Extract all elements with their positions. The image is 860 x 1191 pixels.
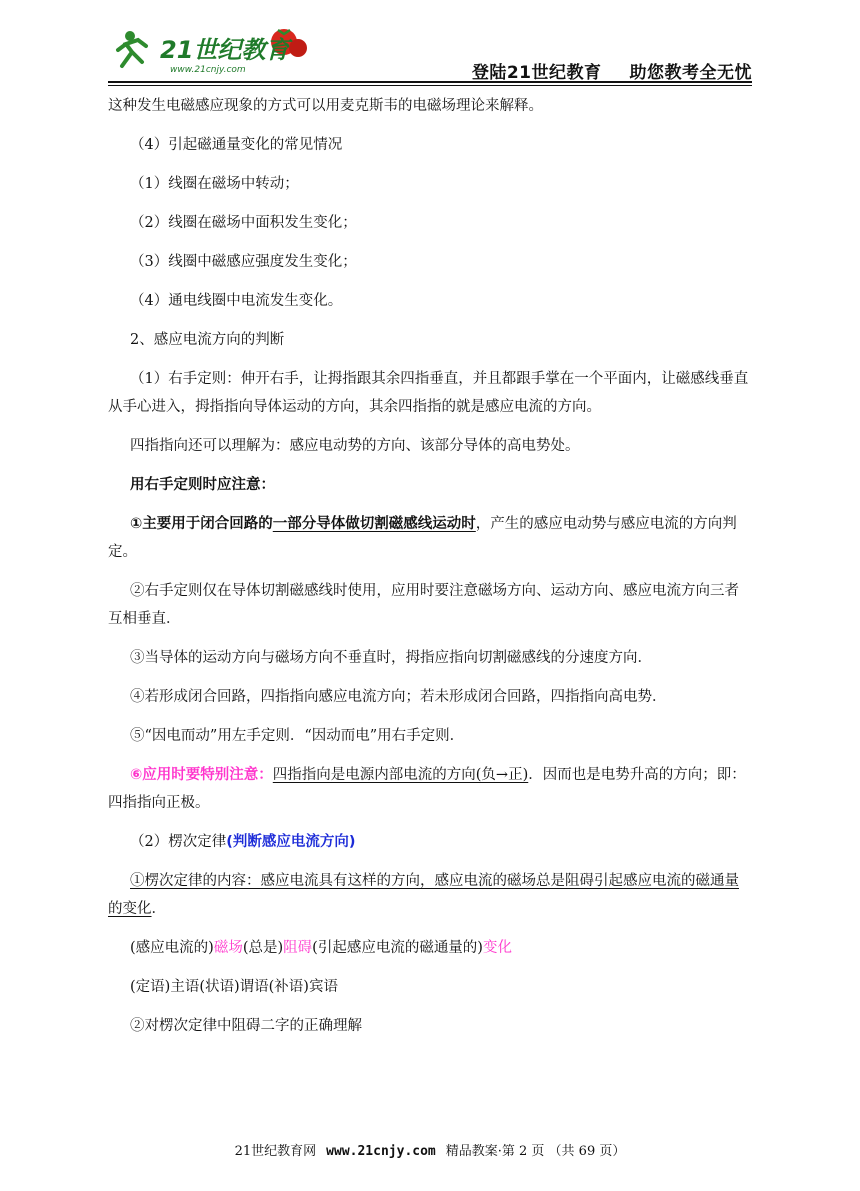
body-line: 四指指向还可以理解为：感应电动势的方向、该部分导体的高电势处。 (130, 438, 580, 454)
header-rule (108, 81, 752, 83)
note-heading: 用右手定则时应注意： (130, 477, 275, 493)
note-item-3: ③当导体的运动方向与磁场方向不垂直时，拇指应指向切割磁感线的分速度方向． (130, 650, 652, 666)
footer-left: 21世纪教育网 (234, 1144, 317, 1159)
footer-page-info: 精品教案·第 2 页 （共 69 页） (445, 1144, 626, 1159)
note-rest: ，产生的感应电动势与感应电流的方向判定。 (108, 516, 737, 560)
site-logo (112, 22, 312, 80)
runner-icon (118, 31, 146, 66)
lenz-label: ①楞次定律的内容： (130, 873, 261, 889)
note-item-6 (108, 761, 753, 817)
page-body (108, 92, 753, 1040)
header-slogan (472, 58, 752, 83)
header-login-text: 登陆21世纪教育 (471, 63, 602, 83)
lenz-law-heading (108, 828, 753, 856)
lenz-title: （2）楞次定律 (130, 834, 227, 850)
body-line: 这种发生电磁感应现象的方式可以用麦克斯韦的电磁场理论来解释。 (108, 98, 543, 114)
note-item-2: ②右手定则仅在导体切割磁感线时使用，应用时要注意磁场方向、运动方向、感应电流方向三者互相垂直． (108, 583, 739, 627)
note-item-4: ④若形成闭合回路，四指指向感应电流方向；若未形成闭合回路，四指指向高电势． (130, 689, 667, 705)
list-item: （4）通电线圈中电流发生变化。 (130, 293, 343, 309)
note-emphasis: ⑥应用时要特别注意： (130, 767, 273, 783)
note-item-5: ⑤“因电而动”用左手定则．“因动而电”用右手定则． (130, 728, 465, 744)
section-heading: 2、感应电流方向的判断 (130, 332, 285, 348)
parse-complement: (引起感应电流的磁通量的) (312, 940, 483, 956)
page-footer (0, 1140, 860, 1159)
right-hand-rule-paragraph: （1）右手定则：伸开右手，让拇指跟其余四指垂直，并且都跟手掌在一个平面内，让磁感线垂直从手心进入，拇指指向导体运动的方向，其余四指指的就是感应电流的方向。 (108, 371, 749, 415)
note-underlined: 一部分导体做切割磁感线运动时 (272, 516, 476, 532)
logo-url: www.21cnjy.com (170, 65, 246, 75)
grammar-line: (定语)主语(状语)谓语(补语)宾语 (130, 979, 338, 995)
note-lead: ①主要用于闭合回路的 (130, 516, 273, 532)
list-item: （2）线圈在磁场中面积发生变化； (130, 215, 357, 231)
logo-text: 21世纪教育 (160, 36, 290, 64)
footer-site: www.21cnjy.com (326, 1144, 436, 1159)
note-item-1 (108, 510, 753, 566)
lenz-period: ． (151, 901, 166, 917)
parse-predicate: 阻碍 (283, 940, 313, 956)
lenz-statement: 感应电流具有这样的方向，感应电流的磁场总是阻碍引起感应电流的磁通量的变化 (108, 873, 739, 917)
parse-subject: 磁场 (213, 940, 243, 956)
header-rule-thin (108, 85, 752, 86)
list-item: （1）线圈在磁场中转动； (130, 176, 299, 192)
lenz-subtitle: (判断感应电流方向) (226, 834, 356, 850)
parse-object: 变化 (482, 940, 512, 956)
lenz-law-content (108, 867, 753, 923)
parse-modifier: (感应电流的) (130, 940, 214, 956)
heading-flux-change: （4）引起磁通量变化的常见情况 (130, 137, 343, 153)
note-rest: ．因而也是电势升高的方向；即：四指指向正极。 (108, 767, 746, 811)
note-underlined: 四指指向是电源内部电流的方向(负→正) (272, 767, 529, 783)
parse-adverbial: (总是) (242, 940, 284, 956)
header-tagline: 助您教考全无忧 (629, 63, 752, 83)
list-item: （3）线圈中磁感应强度发生变化； (130, 254, 357, 270)
lenz-parse-line (108, 934, 753, 962)
body-line: ②对楞次定律中阻碍二字的正确理解 (130, 1018, 362, 1034)
